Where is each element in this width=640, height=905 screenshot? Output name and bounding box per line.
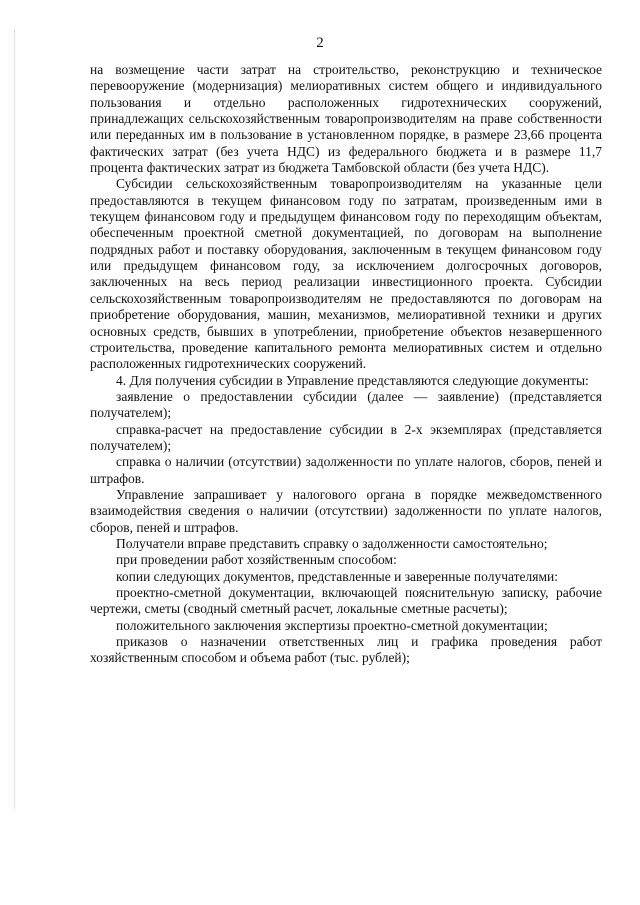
page-number: 2 <box>316 35 324 51</box>
scan-edge-line <box>14 30 16 810</box>
paragraph-13: приказов о назначении ответственных лиц и графика проведения работ хозяйственным способом и объема работ (тыс. рублей); <box>90 634 602 666</box>
paragraph-9: при проведении работ хозяйственным способом: <box>116 552 397 568</box>
paragraph-5: справка-расчет на предоставление субсидии в 2-х экземплярах (представляется получателем); <box>90 421 602 453</box>
paragraph-10: копии следующих документов, представленные и заверенные получателями: <box>116 568 559 584</box>
paragraph-12: положительного заключения экспертизы проектно-сметной документации; <box>116 617 548 633</box>
paragraph-2: Субсидии сельскохозяйственным товаропроизводителям на указанные цели предоставляются в текущем финансовом году по затратам, произведенным ими в текущем финансовом году и предыдущем финансовом году по переходящим объектам, обеспеченным проектной сметной документацией, по договорам на выполнение подрядных работ и поставку оборудования, заключенным в текущем финансовом году или предыдущем финансовом году, за исключением долгосрочных договоров, заключенных на весь период реализации инвестиционного проекта. Субсидии сельскохозяйственным товаропроизводителям не предоставляются по договорам на приобретение оборудования, машин, механизмов, мелиоративной техники и других основных средств, бывших в употреблении, приобретение объектов незавершенного строительства, проведение капитального ремонта мелиоративных систем и отдельно расположенных гидротехнических сооружений. <box>90 176 602 372</box>
paragraph-1: на возмещение части затрат на строительство, реконструкцию и техническое перевооружение (модернизация) мелиоративных систем общего и индивидуального пользования и отдельно расположенных гидротехнических сооружений, принадлежащих сельскохозяйственным товаропроизводителям на праве собственности или переданных им в пользование в установленном порядке, в размере 23,66 процента фактических затрат (без учета НДС) из федерального бюджета и в размере 11,7 процента фактических затрат из бюджета Тамбовской области (без учета НДС). <box>90 62 602 176</box>
paragraph-7: Управление запрашивает у налогового органа в порядке межведомственного взаимодействия сведения о наличии (отсутствии) задолженности по уплате налогов, сборов, пеней и штрафов. <box>90 486 602 535</box>
paragraph-8: Получатели вправе представить справку о задолженности самостоятельно; <box>116 535 548 551</box>
paragraph-4: заявление о предоставлении субсидии (далее — заявление) (представляется получателем); <box>90 388 602 421</box>
paragraph-11: проектно-сметной документации, включающей пояснительную записку, рабочие чертежи, сметы (сводный сметный расчет, локальные сметные расчеты); <box>90 585 602 617</box>
paragraph-3: 4. Для получения субсидии в Управление представляются следующие документы: <box>116 372 589 388</box>
paragraph-6: справка о наличии (отсутствии) задолженности по уплате налогов, сборов, пеней и штрафов. <box>90 454 602 486</box>
document-body <box>90 62 602 667</box>
